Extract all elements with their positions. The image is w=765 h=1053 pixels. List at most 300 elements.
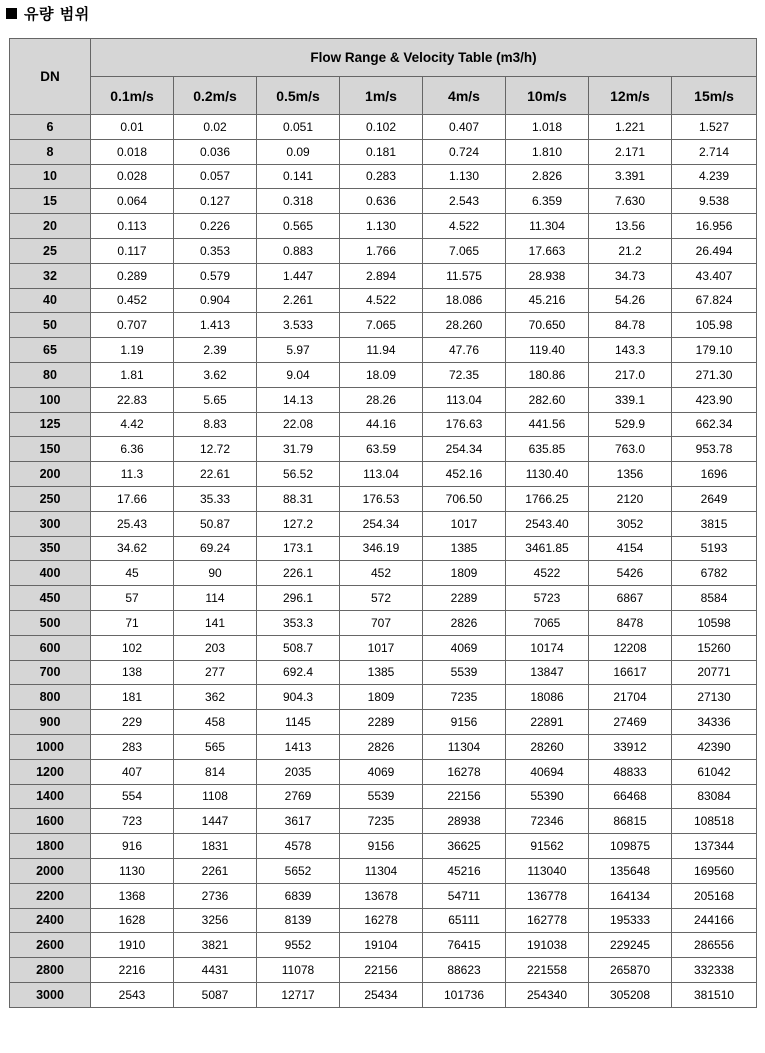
dn-size-cell: 600: [10, 635, 91, 660]
flow-value-cell: 3.533: [257, 313, 340, 338]
flow-value-cell: 108518: [672, 809, 757, 834]
flow-value-cell: 114: [174, 586, 257, 611]
flow-value-cell: 11078: [257, 958, 340, 983]
flow-value-cell: 4.522: [423, 214, 506, 239]
flow-value-cell: 195333: [589, 908, 672, 933]
flow-value-cell: 2543.40: [506, 511, 589, 536]
flow-value-cell: 1.19: [91, 338, 174, 363]
flow-value-cell: 3461.85: [506, 536, 589, 561]
flow-value-cell: 2.543: [423, 189, 506, 214]
flow-value-cell: 3.62: [174, 362, 257, 387]
flow-value-cell: 11304: [423, 734, 506, 759]
flow-value-cell: 13847: [506, 660, 589, 685]
flow-value-cell: 11.304: [506, 214, 589, 239]
flow-value-cell: 102: [91, 635, 174, 660]
flow-value-cell: 1017: [340, 635, 423, 660]
flow-value-cell: 2.826: [506, 164, 589, 189]
flow-value-cell: 48833: [589, 759, 672, 784]
flow-value-cell: 763.0: [589, 437, 672, 462]
flow-value-cell: 953.78: [672, 437, 757, 462]
flow-value-cell: 0.102: [340, 115, 423, 140]
flow-value-cell: 113.04: [340, 462, 423, 487]
flow-value-cell: 31.79: [257, 437, 340, 462]
flow-value-cell: 452.16: [423, 462, 506, 487]
flow-value-cell: 5.65: [174, 387, 257, 412]
flow-value-cell: 2.171: [589, 139, 672, 164]
flow-value-cell: 1.527: [672, 115, 757, 140]
flow-value-cell: 12717: [257, 982, 340, 1007]
flow-value-cell: 0.565: [257, 214, 340, 239]
flow-value-cell: 143.3: [589, 338, 672, 363]
flow-value-cell: 61042: [672, 759, 757, 784]
table-row: [10, 610, 757, 635]
flow-value-cell: 0.318: [257, 189, 340, 214]
flow-value-cell: 137344: [672, 834, 757, 859]
table-row: [10, 685, 757, 710]
flow-value-cell: 9.04: [257, 362, 340, 387]
table-row: [10, 784, 757, 809]
dn-size-cell: 15: [10, 189, 91, 214]
flow-value-cell: 191038: [506, 933, 589, 958]
table-row: [10, 635, 757, 660]
dn-size-cell: 400: [10, 561, 91, 586]
flow-value-cell: 88623: [423, 958, 506, 983]
flow-value-cell: 1.413: [174, 313, 257, 338]
flow-value-cell: 1628: [91, 908, 174, 933]
flow-value-cell: 572: [340, 586, 423, 611]
flow-value-cell: 339.1: [589, 387, 672, 412]
flow-value-cell: 54.26: [589, 288, 672, 313]
flow-value-cell: 34.62: [91, 536, 174, 561]
flow-value-cell: 84.78: [589, 313, 672, 338]
flow-value-cell: 83084: [672, 784, 757, 809]
flow-value-cell: 1368: [91, 883, 174, 908]
table-row: [10, 338, 757, 363]
flow-value-cell: 136778: [506, 883, 589, 908]
flow-value-cell: 362: [174, 685, 257, 710]
flow-value-cell: 9.538: [672, 189, 757, 214]
dn-size-cell: 20: [10, 214, 91, 239]
flow-value-cell: 1910: [91, 933, 174, 958]
table-row: [10, 486, 757, 511]
velocity-column-header: 0.5m/s: [257, 77, 340, 115]
table-row: [10, 710, 757, 735]
section-heading-text: 유량 범위: [24, 5, 90, 23]
table-row: [10, 115, 757, 140]
flow-value-cell: 22.83: [91, 387, 174, 412]
table-row: [10, 958, 757, 983]
flow-value-cell: 1356: [589, 462, 672, 487]
flow-value-cell: 1108: [174, 784, 257, 809]
table-row: [10, 561, 757, 586]
table-row: [10, 313, 757, 338]
flow-value-cell: 11.94: [340, 338, 423, 363]
dn-size-cell: 2800: [10, 958, 91, 983]
dn-size-cell: 700: [10, 660, 91, 685]
velocity-column-header: 1m/s: [340, 77, 423, 115]
flow-value-cell: 6782: [672, 561, 757, 586]
flow-value-cell: 265870: [589, 958, 672, 983]
flow-value-cell: 7.065: [340, 313, 423, 338]
dn-size-cell: 150: [10, 437, 91, 462]
flow-value-cell: 16.956: [672, 214, 757, 239]
table-group-title: Flow Range & Velocity Table (m3/h): [91, 39, 757, 77]
flow-value-cell: 101736: [423, 982, 506, 1007]
flow-value-cell: 1.130: [423, 164, 506, 189]
table-row: [10, 412, 757, 437]
flow-value-cell: 554: [91, 784, 174, 809]
flow-value-cell: 54711: [423, 883, 506, 908]
flow-value-cell: 1809: [423, 561, 506, 586]
dn-size-cell: 6: [10, 115, 91, 140]
flow-value-cell: 10598: [672, 610, 757, 635]
table-row: [10, 362, 757, 387]
dn-size-cell: 2600: [10, 933, 91, 958]
flow-value-cell: 22156: [340, 958, 423, 983]
flow-value-cell: 113040: [506, 858, 589, 883]
flow-value-cell: 0.051: [257, 115, 340, 140]
flow-value-cell: 86815: [589, 809, 672, 834]
flow-value-cell: 33912: [589, 734, 672, 759]
flow-value-cell: 0.02: [174, 115, 257, 140]
flow-value-cell: 7065: [506, 610, 589, 635]
table-row: [10, 387, 757, 412]
flow-value-cell: 135648: [589, 858, 672, 883]
flow-value-cell: 0.064: [91, 189, 174, 214]
flow-value-cell: 4154: [589, 536, 672, 561]
flow-value-cell: 2261: [174, 858, 257, 883]
flow-value-cell: 18.086: [423, 288, 506, 313]
flow-value-cell: 3815: [672, 511, 757, 536]
flow-value-cell: 7.630: [589, 189, 672, 214]
flow-value-cell: 1831: [174, 834, 257, 859]
table-row: [10, 462, 757, 487]
flow-value-cell: 0.141: [257, 164, 340, 189]
flow-value-cell: 176.53: [340, 486, 423, 511]
flow-value-cell: 1.130: [340, 214, 423, 239]
flow-value-cell: 127.2: [257, 511, 340, 536]
flow-value-cell: 141: [174, 610, 257, 635]
flow-value-cell: 12208: [589, 635, 672, 660]
table-row: [10, 933, 757, 958]
flow-value-cell: 138: [91, 660, 174, 685]
flow-value-cell: 34336: [672, 710, 757, 735]
flow-value-cell: 508.7: [257, 635, 340, 660]
flow-value-cell: 76415: [423, 933, 506, 958]
flow-value-cell: 2035: [257, 759, 340, 784]
dn-size-cell: 1000: [10, 734, 91, 759]
table-row: [10, 809, 757, 834]
section-heading: [6, 3, 90, 24]
flow-value-cell: 176.63: [423, 412, 506, 437]
flow-value-cell: 72346: [506, 809, 589, 834]
flow-value-cell: 3617: [257, 809, 340, 834]
flow-value-cell: 4522: [506, 561, 589, 586]
dn-size-cell: 50: [10, 313, 91, 338]
flow-value-cell: 7235: [423, 685, 506, 710]
flow-value-cell: 69.24: [174, 536, 257, 561]
flow-value-cell: 0.452: [91, 288, 174, 313]
flow-value-cell: 4069: [340, 759, 423, 784]
flow-value-cell: 6.36: [91, 437, 174, 462]
flow-value-cell: 22891: [506, 710, 589, 735]
flow-range-table: [9, 38, 757, 1008]
flow-value-cell: 13.56: [589, 214, 672, 239]
flow-value-cell: 0.904: [174, 288, 257, 313]
flow-value-cell: 1809: [340, 685, 423, 710]
flow-value-cell: 707: [340, 610, 423, 635]
dn-size-cell: 1200: [10, 759, 91, 784]
flow-value-cell: 205168: [672, 883, 757, 908]
flow-value-cell: 119.40: [506, 338, 589, 363]
flow-value-cell: 4.522: [340, 288, 423, 313]
flow-value-cell: 27469: [589, 710, 672, 735]
flow-value-cell: 28938: [423, 809, 506, 834]
flow-value-cell: 22.61: [174, 462, 257, 487]
flow-value-cell: 10174: [506, 635, 589, 660]
flow-value-cell: 0.127: [174, 189, 257, 214]
flow-value-cell: 45: [91, 561, 174, 586]
table-row: [10, 288, 757, 313]
flow-value-cell: 1.221: [589, 115, 672, 140]
flow-value-cell: 162778: [506, 908, 589, 933]
flow-value-cell: 4069: [423, 635, 506, 660]
flow-value-cell: 662.34: [672, 412, 757, 437]
flow-value-cell: 706.50: [423, 486, 506, 511]
dn-size-cell: 2200: [10, 883, 91, 908]
flow-value-cell: 423.90: [672, 387, 757, 412]
flow-value-cell: 91562: [506, 834, 589, 859]
flow-value-cell: 904.3: [257, 685, 340, 710]
flow-value-cell: 5426: [589, 561, 672, 586]
flow-value-cell: 0.579: [174, 263, 257, 288]
dn-size-cell: 350: [10, 536, 91, 561]
dn-size-cell: 2400: [10, 908, 91, 933]
flow-value-cell: 2.261: [257, 288, 340, 313]
flow-value-cell: 7.065: [423, 238, 506, 263]
flow-value-cell: 179.10: [672, 338, 757, 363]
flow-value-cell: 7235: [340, 809, 423, 834]
flow-value-cell: 113.04: [423, 387, 506, 412]
flow-value-cell: 164134: [589, 883, 672, 908]
table-row: [10, 734, 757, 759]
flow-value-cell: 2649: [672, 486, 757, 511]
flow-value-cell: 2289: [340, 710, 423, 735]
flow-value-cell: 180.86: [506, 362, 589, 387]
flow-value-cell: 1385: [340, 660, 423, 685]
flow-value-cell: 217.0: [589, 362, 672, 387]
flow-value-cell: 226.1: [257, 561, 340, 586]
table-row: [10, 586, 757, 611]
flow-value-cell: 916: [91, 834, 174, 859]
table-row: [10, 982, 757, 1007]
flow-value-cell: 16278: [423, 759, 506, 784]
flow-value-cell: 27130: [672, 685, 757, 710]
table-row: [10, 189, 757, 214]
flow-value-cell: 22.08: [257, 412, 340, 437]
flow-value-cell: 9552: [257, 933, 340, 958]
flow-value-cell: 12.72: [174, 437, 257, 462]
flow-value-cell: 11.575: [423, 263, 506, 288]
flow-value-cell: 0.283: [340, 164, 423, 189]
flow-value-cell: 1766.25: [506, 486, 589, 511]
flow-value-cell: 20771: [672, 660, 757, 685]
flow-value-cell: 0.113: [91, 214, 174, 239]
flow-value-cell: 3052: [589, 511, 672, 536]
table-row: [10, 536, 757, 561]
flow-value-cell: 105.98: [672, 313, 757, 338]
flow-value-cell: 90: [174, 561, 257, 586]
velocity-column-header: 4m/s: [423, 77, 506, 115]
dn-size-cell: 450: [10, 586, 91, 611]
flow-value-cell: 441.56: [506, 412, 589, 437]
flow-value-cell: 109875: [589, 834, 672, 859]
dn-size-cell: 1400: [10, 784, 91, 809]
flow-value-cell: 67.824: [672, 288, 757, 313]
flow-value-cell: 5723: [506, 586, 589, 611]
flow-value-cell: 407: [91, 759, 174, 784]
flow-value-cell: 26.494: [672, 238, 757, 263]
flow-value-cell: 28.26: [340, 387, 423, 412]
flow-value-cell: 0.028: [91, 164, 174, 189]
flow-value-cell: 1.018: [506, 115, 589, 140]
flow-value-cell: 635.85: [506, 437, 589, 462]
flow-value-cell: 271.30: [672, 362, 757, 387]
flow-value-cell: 16617: [589, 660, 672, 685]
flow-value-cell: 3.391: [589, 164, 672, 189]
dn-size-cell: 1800: [10, 834, 91, 859]
flow-value-cell: 2736: [174, 883, 257, 908]
flow-value-cell: 71: [91, 610, 174, 635]
table-row: [10, 883, 757, 908]
flow-value-cell: 40694: [506, 759, 589, 784]
flow-value-cell: 0.036: [174, 139, 257, 164]
flow-value-cell: 88.31: [257, 486, 340, 511]
flow-value-cell: 0.407: [423, 115, 506, 140]
flow-value-cell: 45.216: [506, 288, 589, 313]
dn-size-cell: 250: [10, 486, 91, 511]
flow-value-cell: 28260: [506, 734, 589, 759]
flow-value-cell: 6839: [257, 883, 340, 908]
flow-value-cell: 57: [91, 586, 174, 611]
velocity-column-header: 0.1m/s: [91, 77, 174, 115]
flow-value-cell: 28.260: [423, 313, 506, 338]
velocity-header-row: [10, 77, 757, 115]
flow-value-cell: 16278: [340, 908, 423, 933]
flow-value-cell: 169560: [672, 858, 757, 883]
flow-value-cell: 55390: [506, 784, 589, 809]
flow-value-cell: 4578: [257, 834, 340, 859]
dn-size-cell: 8: [10, 139, 91, 164]
flow-value-cell: 56.52: [257, 462, 340, 487]
flow-value-cell: 0.636: [340, 189, 423, 214]
flow-value-cell: 2826: [340, 734, 423, 759]
flow-value-cell: 3821: [174, 933, 257, 958]
flow-value-cell: 9156: [423, 710, 506, 735]
flow-value-cell: 2.39: [174, 338, 257, 363]
flow-value-cell: 11.3: [91, 462, 174, 487]
flow-value-cell: 47.76: [423, 338, 506, 363]
flow-value-cell: 15260: [672, 635, 757, 660]
table-row: [10, 214, 757, 239]
flow-value-cell: 8139: [257, 908, 340, 933]
flow-value-cell: 5652: [257, 858, 340, 883]
flow-value-cell: 346.19: [340, 536, 423, 561]
flow-value-cell: 221558: [506, 958, 589, 983]
flow-value-cell: 283: [91, 734, 174, 759]
flow-value-cell: 814: [174, 759, 257, 784]
flow-value-cell: 21704: [589, 685, 672, 710]
flow-value-cell: 0.353: [174, 238, 257, 263]
flow-value-cell: 0.724: [423, 139, 506, 164]
flow-value-cell: 2543: [91, 982, 174, 1007]
table-row: [10, 834, 757, 859]
flow-value-cell: 2.714: [672, 139, 757, 164]
flow-value-cell: 0.057: [174, 164, 257, 189]
dn-size-cell: 3000: [10, 982, 91, 1007]
flow-value-cell: 45216: [423, 858, 506, 883]
flow-value-cell: 3256: [174, 908, 257, 933]
flow-value-cell: 42390: [672, 734, 757, 759]
dn-size-cell: 800: [10, 685, 91, 710]
velocity-column-header: 12m/s: [589, 77, 672, 115]
flow-value-cell: 4431: [174, 958, 257, 983]
flow-value-cell: 244166: [672, 908, 757, 933]
flow-value-cell: 50.87: [174, 511, 257, 536]
flow-value-cell: 13678: [340, 883, 423, 908]
table-row: [10, 238, 757, 263]
dn-size-cell: 900: [10, 710, 91, 735]
flow-value-cell: 2769: [257, 784, 340, 809]
flow-value-cell: 286556: [672, 933, 757, 958]
flow-value-cell: 458: [174, 710, 257, 735]
flow-value-cell: 5.97: [257, 338, 340, 363]
flow-value-cell: 18.09: [340, 362, 423, 387]
flow-value-cell: 14.13: [257, 387, 340, 412]
flow-value-cell: 229: [91, 710, 174, 735]
flow-value-cell: 0.226: [174, 214, 257, 239]
square-bullet-icon: [6, 8, 17, 19]
flow-value-cell: 229245: [589, 933, 672, 958]
flow-value-cell: 8.83: [174, 412, 257, 437]
flow-value-cell: 277: [174, 660, 257, 685]
dn-size-cell: 10: [10, 164, 91, 189]
flow-value-cell: 2120: [589, 486, 672, 511]
table-row: [10, 263, 757, 288]
flow-value-cell: 203: [174, 635, 257, 660]
flow-value-cell: 2.894: [340, 263, 423, 288]
flow-value-cell: 381510: [672, 982, 757, 1007]
flow-value-cell: 0.018: [91, 139, 174, 164]
flow-value-cell: 1413: [257, 734, 340, 759]
flow-value-cell: 5193: [672, 536, 757, 561]
table-row: [10, 437, 757, 462]
flow-value-cell: 2289: [423, 586, 506, 611]
flow-value-cell: 1447: [174, 809, 257, 834]
flow-value-cell: 72.35: [423, 362, 506, 387]
dn-size-cell: 80: [10, 362, 91, 387]
flow-value-cell: 65111: [423, 908, 506, 933]
flow-value-cell: 0.289: [91, 263, 174, 288]
flow-value-cell: 34.73: [589, 263, 672, 288]
dn-size-cell: 65: [10, 338, 91, 363]
flow-value-cell: 5087: [174, 982, 257, 1007]
flow-value-cell: 1696: [672, 462, 757, 487]
flow-value-cell: 5539: [340, 784, 423, 809]
flow-value-cell: 11304: [340, 858, 423, 883]
dn-size-cell: 125: [10, 412, 91, 437]
dn-size-cell: 25: [10, 238, 91, 263]
